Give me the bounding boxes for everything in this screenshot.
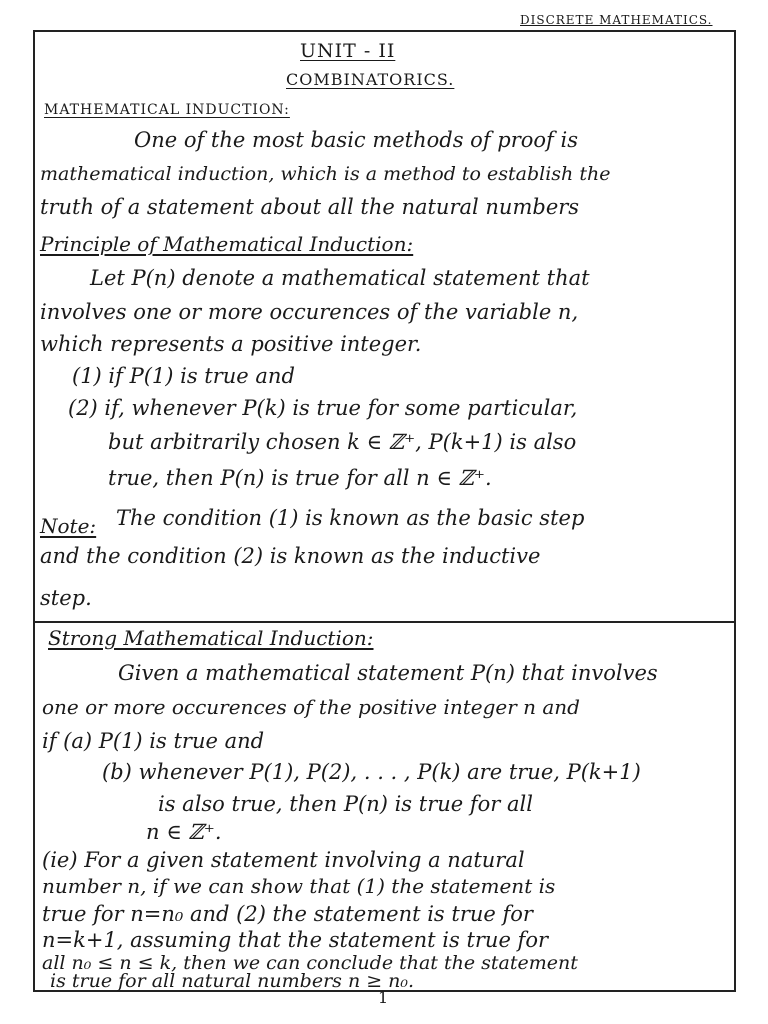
- text-line: involves one or more occurences of the variable n,: [40, 300, 579, 324]
- text-line: truth of a statement about all the natural numbers: [40, 195, 580, 219]
- section-heading-mathematical-induction: MATHEMATICAL INDUCTION:: [44, 102, 290, 118]
- text-line: (1) if P(1) is true and: [72, 364, 295, 388]
- page-header: DISCRETE MATHEMATICS.: [520, 13, 713, 27]
- text-line: Given a mathematical statement P(n) that involves: [118, 661, 658, 685]
- text-line: (b) whenever P(1), P(2), . . . , P(k) are true, P(k+1): [102, 760, 641, 784]
- section-heading-principle: Principle of Mathematical Induction:: [40, 232, 414, 256]
- text-line: n ∈ ℤ⁺.: [146, 820, 222, 844]
- text-line: if (a) P(1) is true and: [42, 729, 265, 753]
- section-heading-strong-induction: Strong Mathematical Induction:: [48, 626, 374, 650]
- chapter-title: COMBINATORICS.: [286, 70, 455, 89]
- unit-title: UNIT - II: [300, 40, 396, 62]
- text-line: mathematical induction, which is a method to establish the: [40, 163, 611, 185]
- text-line: and the condition (2) is known as the inductive: [40, 544, 541, 568]
- text-line: (2) if, whenever P(k) is true for some particular,: [68, 396, 578, 420]
- page-number: 1: [378, 988, 389, 1007]
- note-label: Note:: [40, 514, 97, 538]
- text-line: One of the most basic methods of proof is: [134, 128, 578, 152]
- text-line: true for n=n₀ and (2) the statement is true for: [42, 902, 533, 926]
- text-line: n=k+1, assuming that the statement is true for: [42, 928, 548, 952]
- text-line: is also true, then P(n) is true for all: [158, 792, 533, 816]
- text-line: step.: [40, 586, 92, 610]
- text-line: one or more occurences of the positive integer n and: [42, 695, 580, 719]
- text-line: which represents a positive integer.: [40, 332, 422, 356]
- text-line: but arbitrarily chosen k ∈ ℤ⁺, P(k+1) is also: [108, 430, 577, 454]
- text-line: all n₀ ≤ n ≤ k, then we can conclude that the statement: [42, 952, 578, 974]
- text-line: is true for all natural numbers n ≥ n₀.: [50, 970, 415, 992]
- text-line: (ie) For a given statement involving a natural: [42, 848, 525, 872]
- text-line: true, then P(n) is true for all n ∈ ℤ⁺.: [108, 466, 492, 490]
- text-line: The condition (1) is known as the basic step: [116, 506, 585, 530]
- text-line: Let P(n) denote a mathematical statement that: [90, 266, 590, 290]
- section-divider: [33, 621, 736, 623]
- text-line: number n, if we can show that (1) the statement is: [42, 874, 556, 898]
